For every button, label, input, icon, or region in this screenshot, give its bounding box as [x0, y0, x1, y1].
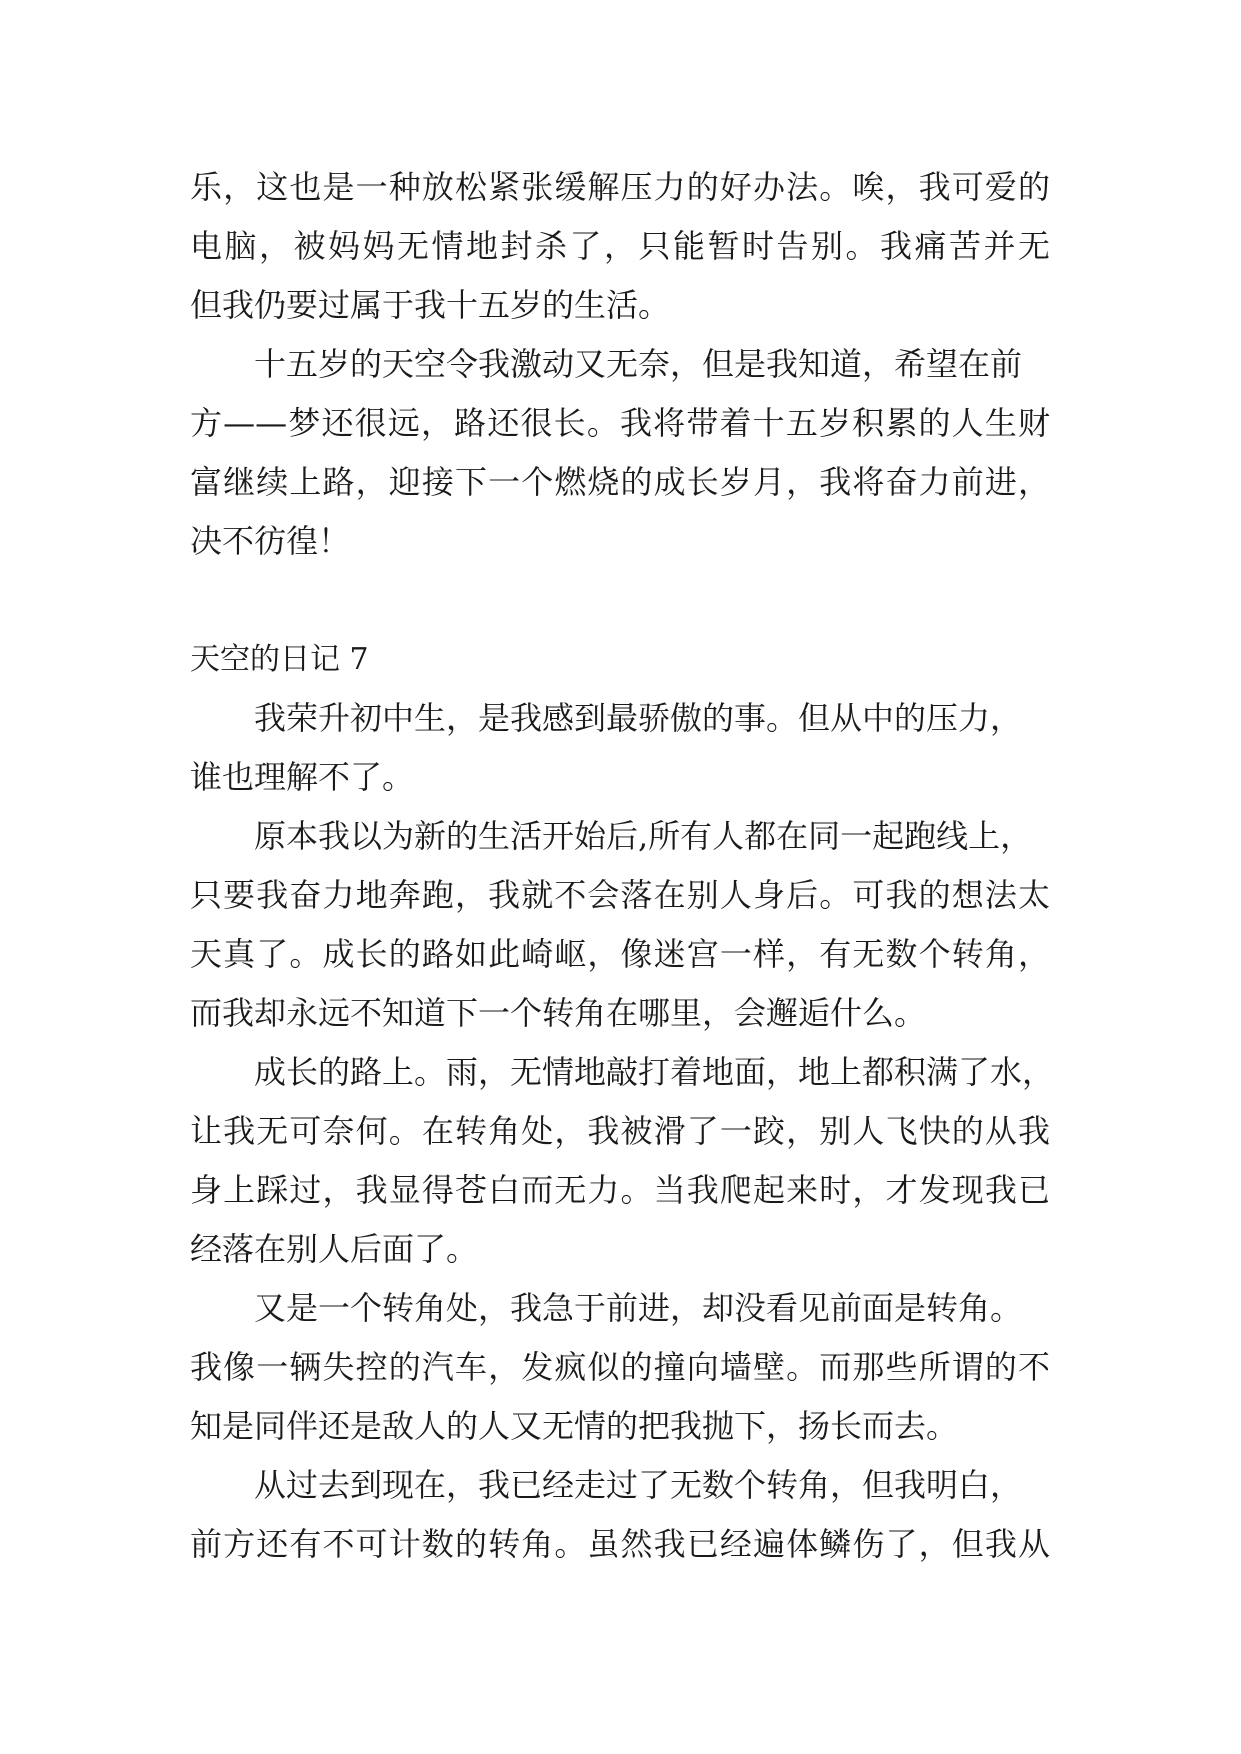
text-line: 前方还有不可计数的转角。虽然我已经遍体鳞伤了，但我从	[190, 1525, 1050, 1563]
text-line: 只要我奋力地奔跑，我就不会落在别人身后。可我的想法太	[190, 876, 1050, 914]
text-line: 经落在别人后面了。	[190, 1230, 479, 1268]
text-line: 身上踩过，我显得苍白而无力。当我爬起来时，才发现我已	[190, 1171, 1050, 1209]
text-line: 但我仍要过属于我十五岁的生活。	[190, 286, 671, 324]
blank-line	[190, 571, 1050, 630]
paragraph	[190, 807, 1050, 1043]
text-line: 谁也理解不了。	[190, 758, 415, 796]
text-line: 成长的路上。雨，无情地敲打着地面，地上都积满了水，	[254, 1053, 1055, 1091]
text-line: 让我无可奈何。在转角处，我被滑了一跤，别人飞快的从我	[190, 1112, 1050, 1150]
paragraph	[190, 1043, 1055, 1279]
text-line: 十五岁的天空令我激动又无奈，但是我知道，希望在前	[254, 345, 1023, 383]
text-line: 我像一辆失控的汽车，发疯似的撞向墙壁。而那些所谓的不	[190, 1348, 1050, 1386]
text-line: 富继续上路，迎接下一个燃烧的成长岁月，我将奋力前进，	[190, 463, 1050, 501]
text-line: 原本我以为新的生活开始后,所有人都在同一起跑线上，	[254, 817, 1033, 855]
text-line: 我荣升初中生，是我感到最骄傲的事。但从中的压力，	[254, 699, 1023, 737]
section-title: 天空的日记 7	[190, 642, 369, 677]
paragraph	[190, 1279, 1050, 1456]
text-line: 天真了。成长的路如此崎岖，像迷宫一样，有无数个转角，	[190, 935, 1050, 973]
text-line: 又是一个转角处，我急于前进，却没看见前面是转角。	[254, 1289, 1023, 1327]
text-line: 方——梦还很远，路还很长。我将带着十五岁积累的人生财	[190, 404, 1050, 442]
document-body	[190, 158, 1055, 1574]
closing-paragraph	[190, 335, 1050, 571]
paragraph	[190, 689, 1050, 807]
paragraph	[190, 1456, 1050, 1574]
intro-paragraph	[190, 158, 1050, 335]
text-line: 知是同伴还是敌人的人又无情的把我抛下，扬长而去。	[190, 1407, 959, 1445]
text-line: 乐，这也是一种放松紧张缓解压力的好办法。唉，我可爱的	[190, 168, 1050, 206]
text-line: 从过去到现在，我已经走过了无数个转角，但我明白，	[254, 1466, 1023, 1504]
text-line: 决不彷徨！	[190, 522, 351, 560]
text-line: 而我却永远不知道下一个转角在哪里，会邂逅什么。	[190, 994, 927, 1032]
text-line: 电脑，被妈妈无情地封杀了，只能暂时告别。我痛苦并无	[190, 227, 1050, 265]
